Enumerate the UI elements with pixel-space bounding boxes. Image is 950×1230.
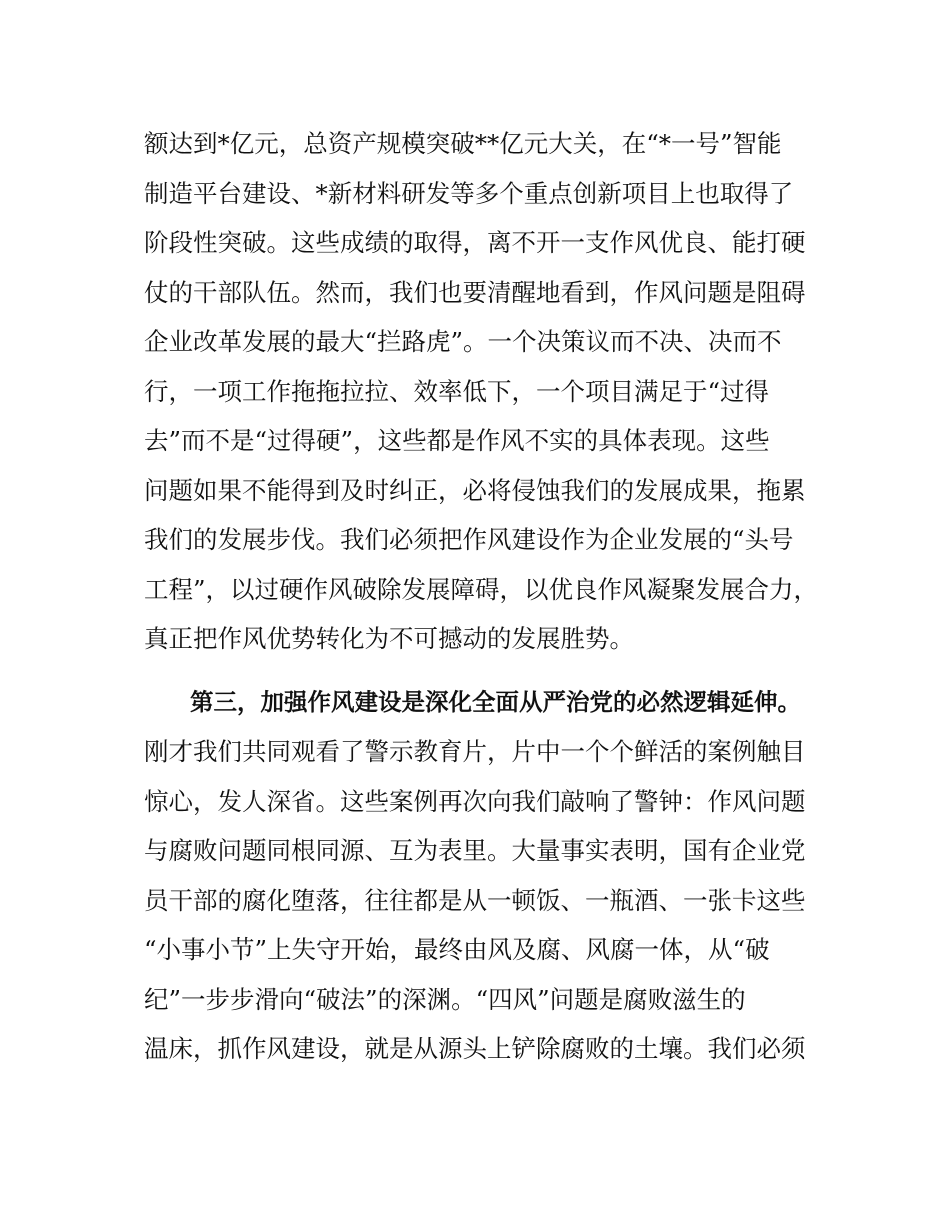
text-line: 企业改革发展的最大“拦路虎”。一个决策议而不决、决而不 [144,327,782,356]
text-line: 员干部的腐化堕落，往往都是从一顿饭、一瓶酒、一张卡这些 [144,885,806,915]
text-line: 刚才我们共同观看了警示教育片，片中一个个鲜活的案例触目 [144,737,806,766]
text-line: 真正把作风优势转化为不可撼动的发展胜势。 [144,624,634,653]
text-line: 我们的发展步伐。我们必须把作风建设作为企业发展的“头号 [144,525,794,554]
text-line: 阶段性突破。这些成绩的取得，离不开一支作风优良、能打硬 [144,228,806,257]
text-line: 纪”一步步滑向“破法”的深渊。“四风”问题是腐败滋生的 [144,984,746,1014]
text-line: “小事小节”上失守开始，最终由风及腐、风腐一体，从“破 [144,935,770,964]
text-line: 工程”，以过硬作风破除发展障碍，以优良作风凝聚发展合力， [144,574,819,604]
text-line: 惊心，发人深省。这些案例再次向我们敲响了警钟：作风问题 [144,786,806,816]
text-line: 与腐败问题同根同源、互为表里。大量事实表明，国有企业党 [144,836,806,865]
text-line: 额达到*亿元，总资产规模突破**亿元大关，在“*一号”智能 [144,129,782,158]
text-line: 制造平台建设、*新材料研发等多个重点创新项目上也取得了 [144,178,794,208]
text-line: 去”而不是“过得硬”，这些都是作风不实的具体表现。这些 [144,426,770,455]
text-line: 行，一项工作拖拖拉拉、效率低下，一个项目满足于“过得 [144,376,770,406]
section-heading: 第三，加强作风建设是深化全面从严治党的必然逻辑延伸。 [190,687,801,716]
paragraph-gap [144,664,824,678]
document-body [144,119,824,1074]
text-line: 温床，抓作风建设，就是从源头上铲除腐败的土壤。我们必须 [144,1034,806,1063]
text-line: 仗的干部队伍。然而，我们也要清醒地看到，作风问题是阻碍 [144,277,806,307]
text-line: 问题如果不能得到及时纠正，必将侵蚀我们的发展成果，拖累 [144,475,806,505]
